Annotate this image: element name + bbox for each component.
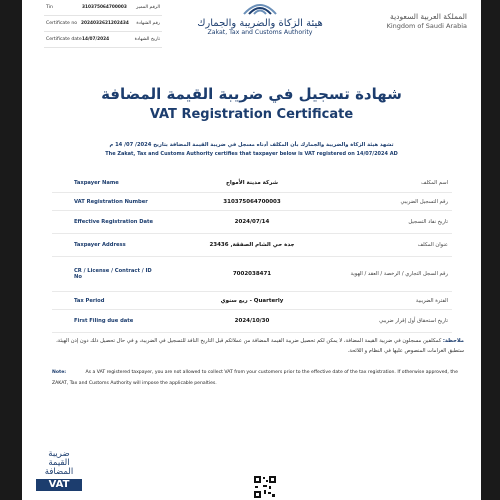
meta-row-certificate-no (44, 16, 162, 32)
detail-row-first-filing (52, 310, 452, 333)
detail-row-vat-number (52, 193, 452, 211)
vat-logo (36, 450, 82, 491)
detail-value: جدة حي الشام الصفقة, 23436 (209, 242, 295, 248)
note-key-en: Note: (52, 370, 67, 375)
vat-logo-line2: القيمة (48, 458, 70, 468)
vat-logo-line3: المضافة (44, 467, 74, 477)
detail-row-effective-date (52, 211, 452, 234)
zatca-emblem-icon (242, 0, 278, 16)
meta-label-en: Tin (46, 5, 53, 10)
detail-label-ar: تاريخ استحقاق أول إقرار ضريبي (379, 318, 448, 324)
detail-value: 7002038471 (232, 271, 272, 277)
detail-label-en: Taxpayer Address (74, 242, 126, 248)
meta-label-ar: الرقم المميز (136, 5, 160, 10)
detail-row-cr-license (52, 257, 452, 292)
authority-name-ar: هيئة الزكاة والضريبة والجمارك (197, 18, 323, 29)
taxpayer-details-table (52, 174, 452, 333)
certificate-title-en: VAT Registration Certificate (149, 107, 354, 122)
detail-row-taxpayer-name (52, 174, 452, 193)
detail-value: ربع سنوي - Quarterly (220, 297, 284, 304)
detail-value: شركة مدينة الأمواج (225, 180, 279, 186)
vat-logo-badge: VAT (36, 479, 82, 491)
meta-label-en: Certificate no (46, 21, 78, 26)
detail-label-en: VAT Registration Number (74, 198, 148, 205)
meta-label-en: Certificate date (46, 37, 82, 42)
meta-row-tin (44, 0, 162, 16)
meta-value: 310375064700003 (82, 5, 127, 10)
detail-label-en: Effective Registration Date (74, 219, 154, 225)
note-key-ar: ملاحظة: (442, 338, 464, 344)
attestation-text-en: The Zakat, Tax and Customs Authority certifies that taxpayer below is VAT registered on 14/07/2024 AD (105, 151, 398, 157)
certificate-title-ar: شهادة تسجيل في ضريبة القيمة المضافة (101, 85, 402, 103)
meta-label-ar: رقم الشهادة (136, 21, 160, 26)
detail-label-ar: اسم المكلف (421, 180, 448, 186)
qr-code-icon (254, 476, 276, 498)
detail-label-en: First Filing due date (74, 318, 134, 324)
certificate-page (22, 0, 481, 500)
detail-label-ar: رقم السجل التجاري / الرخصة / العقد / الهوية (350, 271, 448, 277)
detail-label-ar: تاريخ نفاذ التسجيل (408, 219, 448, 225)
detail-label-ar: رقم التسجيل الضريبي (400, 198, 448, 205)
detail-label-en: CR / License / Contract / ID No (74, 268, 152, 280)
authority-name-en: Zakat, Tax and Customs Authority (207, 29, 313, 36)
note-text-en: As a VAT registered taxpayer, you are not allowed to collect VAT from your customers prior to the effective date of the tax registration. If otherwise approved, the ZAKAT, Tax and Customs Authority will impose the applicable penalties. (52, 370, 458, 386)
kingdom-label (387, 12, 467, 31)
detail-row-tax-period (52, 292, 452, 310)
detail-label-en: Taxpayer Name (74, 180, 119, 186)
vat-logo-line1: ضريبة (48, 449, 70, 459)
detail-row-address (52, 234, 452, 257)
detail-value: 310375064700003 (223, 198, 281, 205)
meta-value: 14/07/2024 (82, 37, 110, 42)
note-text-ar: كمكلفين مسجلون في ضريبة القيمة المضافة، لا يمكن لكم تحصيل ضريبة القيمة المضافة من عملائكم قبل التاريخ النافذ للتسجيل في الضريبة، و في حال تحصيل ذلك دون إذن الهيئة، ستطبق الغرامات المنصوص عليها في النظام و اللائحة. (56, 338, 464, 354)
meta-row-certificate-date (44, 32, 162, 48)
note-ar (52, 336, 464, 356)
zatca-logo (190, 0, 330, 42)
detail-value: 2024/10/30 (234, 318, 270, 324)
note-en (52, 367, 464, 389)
meta-value: 2024032621202434 (81, 21, 129, 26)
meta-label-ar: تاريخ الشهادة (134, 37, 160, 42)
detail-label-ar: عنوان المكلف (417, 242, 448, 248)
kingdom-name-en: Kingdom of Saudi Arabia (386, 22, 467, 30)
detail-label-en: Tax Period (74, 297, 105, 304)
certificate-meta-table (44, 0, 162, 48)
attestation-text-ar: تشهد هيئة الزكاة والضريبة والجمارك بأن المكلف أدناه مسجل في ضريبة القيمة المضافة بتاريخ 2024/ 07/ 14 م (109, 142, 394, 148)
kingdom-name-ar: المملكة العربية السعودية (390, 12, 467, 21)
detail-value: 2024/07/14 (234, 219, 270, 225)
detail-label-ar: الفترة الضريبية (415, 297, 448, 304)
